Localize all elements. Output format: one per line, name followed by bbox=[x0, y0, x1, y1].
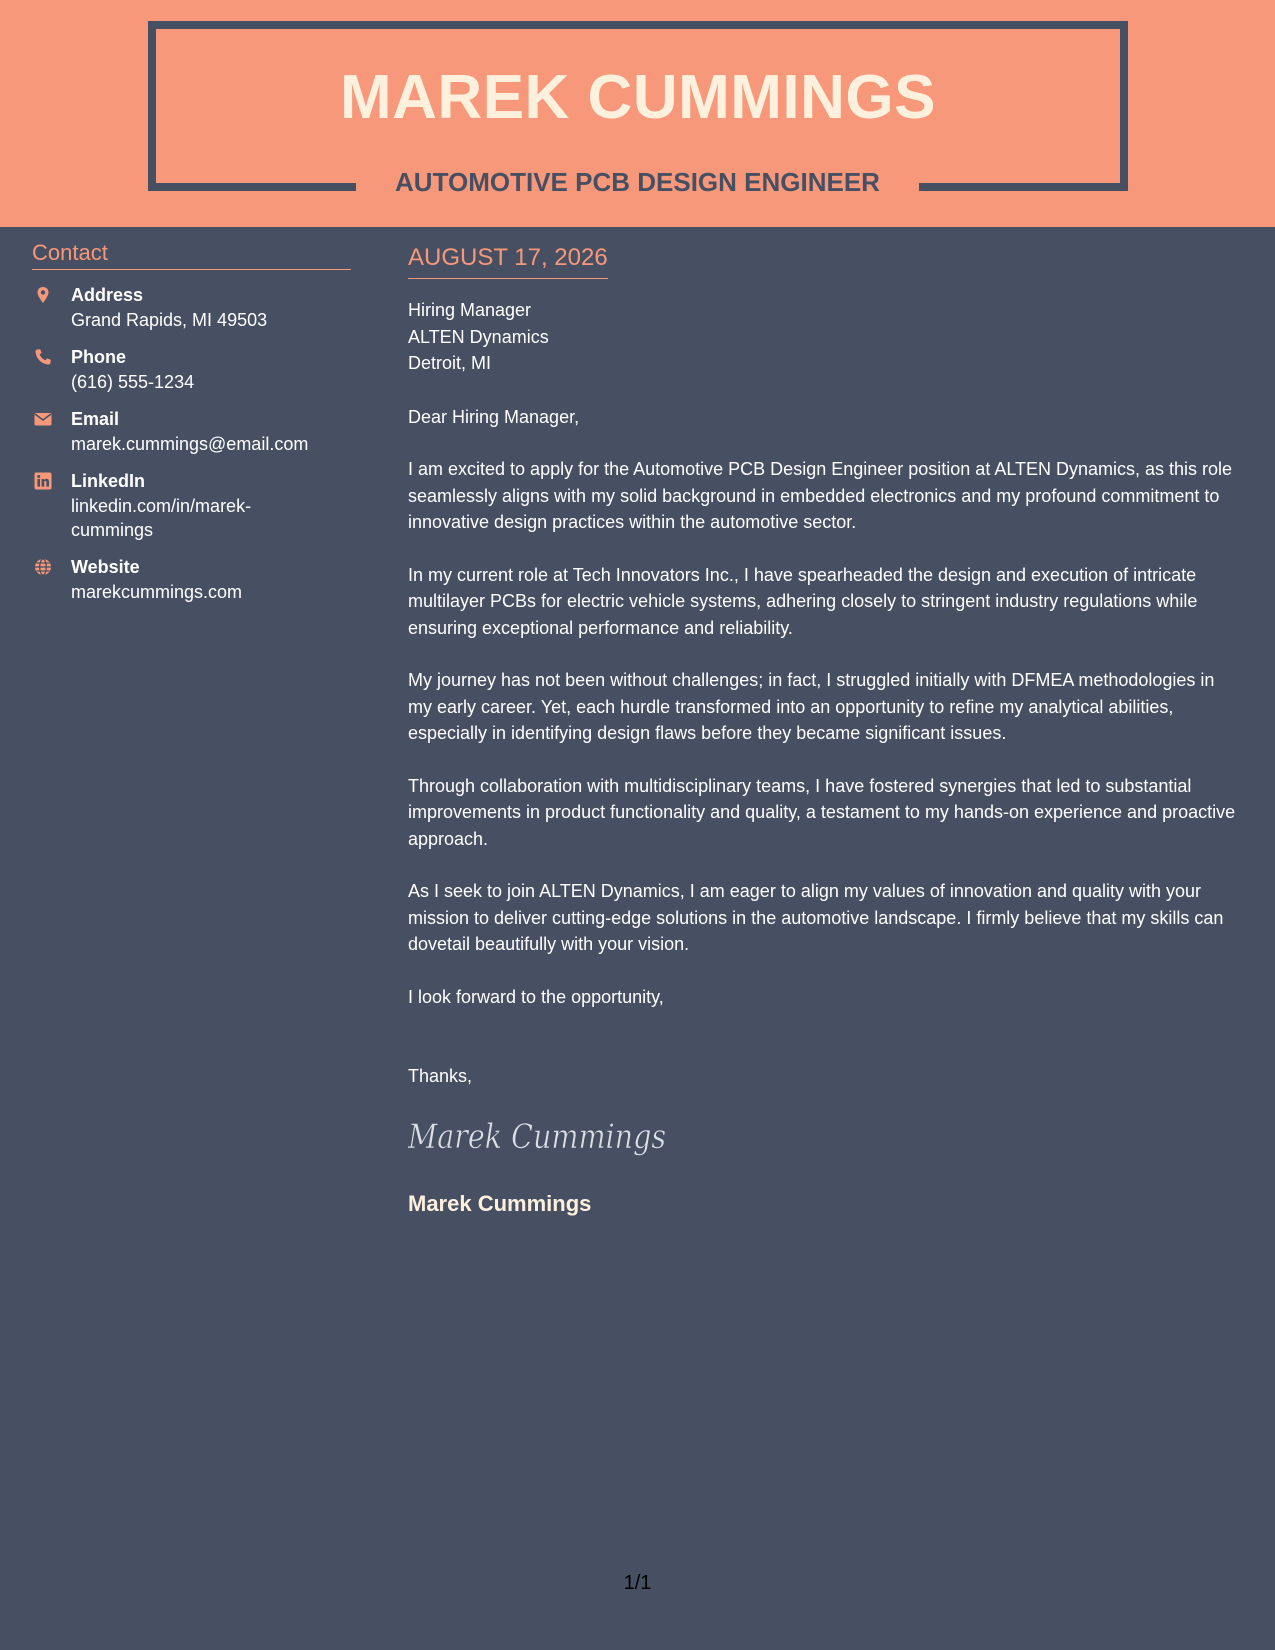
contact-item-website bbox=[32, 555, 351, 604]
contact-label: Website bbox=[71, 557, 140, 577]
contact-value: Grand Rapids, MI 49503 bbox=[71, 310, 268, 330]
letter-paragraph: In my current role at Tech Innovators Inc., I have spearheaded the design and execution of intricate multilayer PCBs for electric vehicle systems, adhering closely to stringent industry regulations while ensuring exceptional performance and reliability. bbox=[408, 564, 1198, 638]
applicant-name: MAREK CUMMINGS bbox=[340, 63, 936, 132]
recipient-name: Hiring Manager bbox=[408, 300, 532, 320]
salutation: Dear Hiring Manager, bbox=[408, 406, 580, 427]
letter-paragraph: Through collaboration with multidisciplinary teams, I have fostered synergies that led to substantial improvements in product functionality and quality, a testament to my hands-on experience and proactive approach. bbox=[408, 775, 1236, 849]
contact-item-address bbox=[32, 283, 351, 332]
page-number: 1/1 bbox=[623, 1572, 652, 1594]
contact-heading: Contact bbox=[32, 240, 351, 270]
header-banner bbox=[0, 0, 1275, 227]
contact-label: Address bbox=[71, 285, 144, 305]
contact-sidebar bbox=[32, 240, 351, 617]
recipient-location: Detroit, MI bbox=[408, 353, 492, 373]
signature-text: Marek Cummings bbox=[407, 1116, 666, 1157]
letter-paragraph: My journey has not been without challenges; in fact, I struggled initially with DFMEA methodologies in my early career. Yet, each hurdle transformed into an opportunity to refine my analytical abilities, especially in identifying design flaws before they became significant issues. bbox=[408, 670, 1215, 743]
contact-value: linkedin.com/in/marek-cummings bbox=[71, 496, 252, 540]
contact-value: (616) 555-1234 bbox=[71, 372, 195, 392]
phone-icon bbox=[34, 348, 52, 366]
letter-body bbox=[408, 244, 1243, 1217]
header-frame-bottom-right bbox=[919, 183, 1128, 191]
recipient-company: ALTEN Dynamics bbox=[408, 326, 549, 347]
signoff: Thanks, bbox=[408, 1066, 473, 1086]
closing-line: I look forward to the opportunity, bbox=[408, 986, 664, 1007]
contact-value: marek.cummings@email.com bbox=[71, 434, 309, 454]
contact-label: Email bbox=[71, 409, 120, 429]
header-frame-bottom-left bbox=[148, 183, 356, 191]
contact-label: Phone bbox=[71, 347, 127, 367]
envelope-icon bbox=[34, 410, 52, 428]
job-title: AUTOMOTIVE PCB DESIGN ENGINEER bbox=[395, 167, 880, 197]
recipient-block bbox=[408, 297, 1243, 377]
globe-icon bbox=[34, 558, 52, 576]
letter-paragraph: As I seek to join ALTEN Dynamics, I am eager to align my values of innovation and quality with your mission to deliver cutting-edge solutions in the automotive landscape. I firmly believe that my skills can dovetail beautifully with your vision. bbox=[408, 881, 1224, 954]
contact-item-email bbox=[32, 407, 351, 456]
letter-paragraph: I am excited to apply for the Automotive PCB Design Engineer position at ALTEN Dynamics, as this role seamlessly aligns with my solid background in embedded electronics and my profound commitment to innovative design practices within the automotive sector. bbox=[408, 459, 1233, 532]
linkedin-icon bbox=[34, 472, 52, 490]
letter-date: AUGUST 17, 2026 bbox=[408, 244, 608, 279]
signature-image bbox=[408, 1114, 668, 1160]
contact-label: LinkedIn bbox=[71, 471, 146, 491]
signer-name: Marek Cummings bbox=[408, 1190, 592, 1216]
contact-item-phone bbox=[32, 345, 351, 394]
map-pin-icon bbox=[34, 286, 52, 304]
contact-value: marekcummings.com bbox=[71, 582, 243, 602]
contact-item-linkedin bbox=[32, 469, 351, 542]
